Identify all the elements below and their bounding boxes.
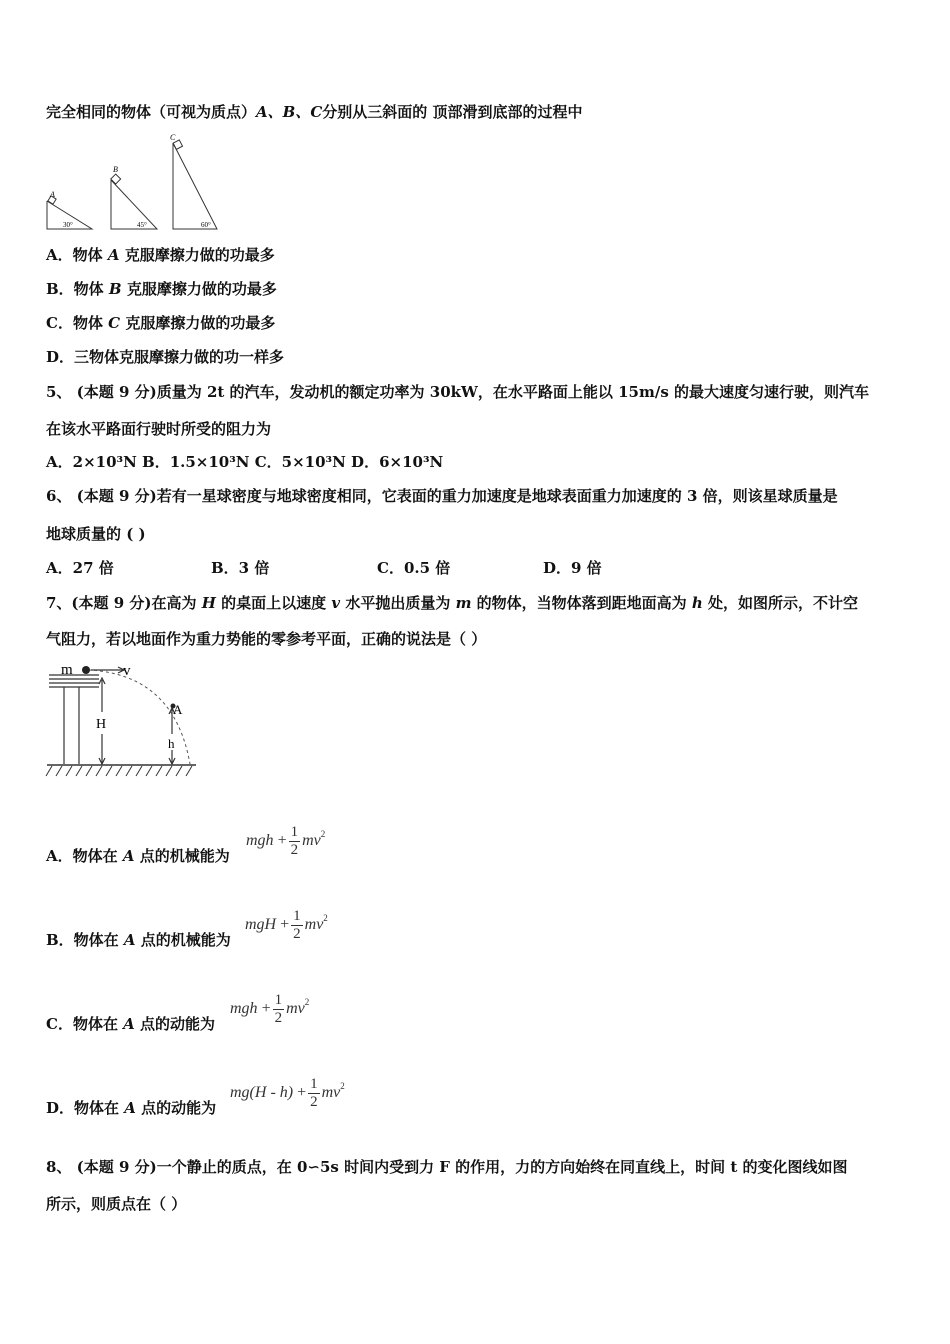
q6-option-d: D．9 倍	[543, 559, 602, 577]
label-c: C	[170, 133, 176, 142]
q6-option-a: A．27 倍	[46, 559, 114, 577]
q4-intro: 完全相同的物体（可视为质点）A、B、C分别从三斜面的 顶部滑到底部的过程中	[46, 103, 583, 121]
q7-formula-a: mgh + $\frac{1}{2}$ $mv^2$	[246, 824, 326, 858]
q5-options: A．2×10³N B．1.5×10³N C．5×10³N D．6×10³N	[46, 453, 444, 471]
label-h: h	[168, 736, 175, 751]
q7-formula-d: mg(H - h) + $\frac{1}{2}$ $mv^2$	[230, 1076, 345, 1110]
q6-stem-line2: 地球质量的 ( )	[46, 525, 146, 543]
q6-option-c: C．0.5 倍	[377, 559, 451, 577]
q7-stem-line2: 气阻力，若以地面作为重力势能的零参考平面，正确的说法是（ ）	[46, 630, 487, 648]
label-m: m	[61, 662, 73, 678]
q4-option-a: A．物体 A 克服摩擦力做的功最多	[46, 246, 275, 264]
angle-60: 60°	[201, 221, 211, 229]
q4-option-b: B．物体 B 克服摩擦力做的功最多	[46, 280, 277, 298]
q4-option-c: C．物体 C 克服摩擦力做的功最多	[46, 314, 276, 332]
label-H: H	[96, 717, 107, 732]
q7-option-a: A．物体在 A 点的机械能为	[46, 847, 230, 865]
label-a: A	[50, 190, 55, 199]
q8-stem-line2: 所示，则质点在（ ）	[46, 1195, 187, 1213]
q5-stem-line1: 5、 (本题 9 分)质量为 2t 的汽车，发动机的额定功率为 30kW，在水平路面上能以 15m/s 的最大速度匀速行驶，则汽车	[46, 383, 869, 401]
q7-option-b: B．物体在 A 点的机械能为	[46, 931, 231, 949]
q6-options	[46, 558, 602, 578]
q6-stem-line1: 6、 (本题 9 分)若有一星球密度与地球密度相同，它表面的重力加速度是地球表面重力加速度的 3 倍，则该星球质量是	[46, 487, 838, 505]
label-v: v	[123, 663, 131, 679]
q4-option-d: D．三物体克服摩擦力做的功一样多	[46, 348, 285, 366]
q7-option-d: D．物体在 A 点的动能为	[46, 1099, 217, 1117]
q7-formula-b: mgH + $\frac{1}{2}$ $mv^2$	[245, 908, 328, 942]
q5-stem-line2: 在该水平路面行驶时所受的阻力为	[46, 420, 272, 438]
q7-stem-line1: 7、(本题 9 分)在高为 H 的桌面上以速度 v 水平抛出质量为 m 的物体，当物体落到距地面高为 h 处，如图所示，不计空	[46, 594, 859, 612]
q6-option-b: B．3 倍	[211, 559, 270, 577]
q7-formula-c: mgh + $\frac{1}{2}$ $mv^2$	[230, 992, 310, 1026]
label-b: B	[113, 165, 118, 174]
inclined-planes-figure	[44, 133, 224, 233]
projectile-figure	[44, 660, 204, 782]
q8-stem-line1: 8、 (本题 9 分)一个静止的质点，在 0∽5s 时间内受到力 F 的作用，力的方向始终在同直线上，时间 t 的变化图线如图	[46, 1158, 848, 1176]
angle-30: 30°	[63, 221, 73, 229]
label-A: A	[173, 702, 183, 717]
q7-option-c: C．物体在 A 点的动能为	[46, 1015, 216, 1033]
angle-45: 45°	[137, 221, 147, 229]
